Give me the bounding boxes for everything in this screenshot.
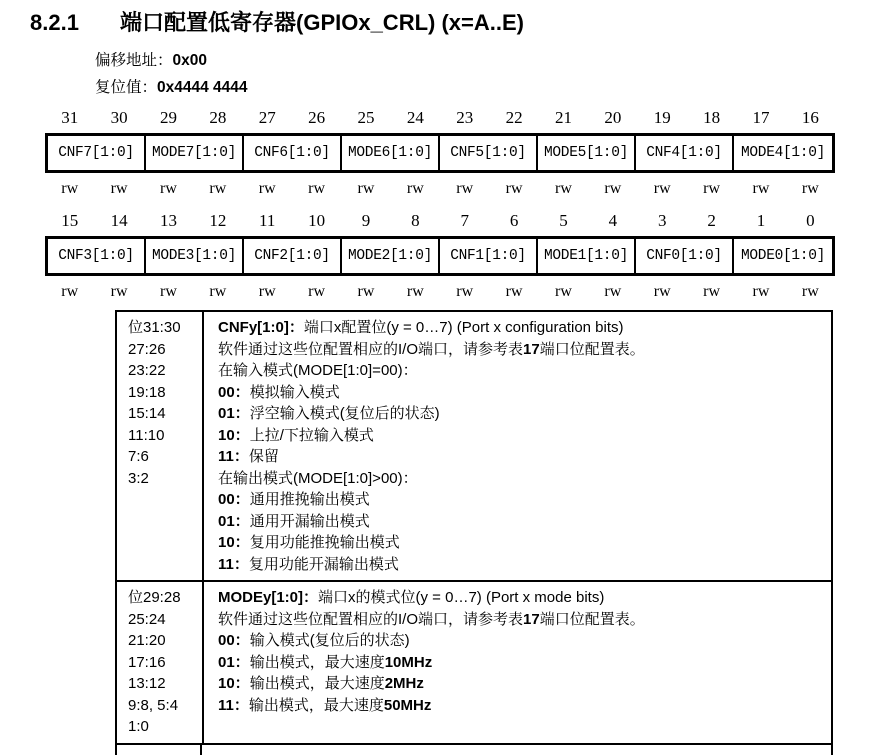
access-cell: rw — [604, 283, 622, 300]
text-segment: 复用功能开漏输出模式 — [248, 555, 399, 573]
description-line — [218, 382, 825, 404]
text-segment: 17 — [523, 610, 540, 628]
access-cell: rw — [653, 283, 671, 300]
bit-range-line: 25:24 — [128, 610, 166, 628]
text-segment: 01： — [218, 653, 250, 671]
text-segment: 在输入模式(MODE[1:0]=00)： — [218, 362, 418, 379]
description-cell — [204, 312, 831, 580]
access-cell: rw — [159, 283, 177, 300]
description-line — [218, 532, 825, 554]
bit-number: 18 — [703, 108, 721, 127]
bit-number: 30 — [110, 108, 128, 127]
text-segment: 软件通过这些位配置相应的I/O端口，请参考表 — [218, 340, 524, 358]
section-number: 8.2.1 — [30, 10, 79, 35]
bit-number: 21 — [554, 108, 572, 127]
register-row-group — [45, 211, 835, 301]
access-cell: rw — [406, 283, 424, 300]
bit-number: 9 — [361, 211, 371, 230]
access-cell: rw — [801, 283, 819, 300]
text-segment: 输出模式，最大速度 — [248, 696, 384, 714]
register-fields-row — [45, 236, 835, 276]
text-segment: 模拟输入模式 — [249, 383, 340, 401]
bit-range-line: 1:0 — [128, 718, 149, 735]
bit-range-line: 15:14 — [128, 405, 166, 422]
description-row — [117, 312, 831, 582]
offset-address-value: 0x00 — [172, 52, 207, 69]
bit-number: 25 — [357, 108, 375, 127]
access-cell: rw — [456, 283, 474, 300]
access-cell: rw — [505, 283, 523, 300]
bit-range-line: 17:16 — [128, 653, 166, 671]
description-line — [218, 425, 825, 447]
access-cell: rw — [801, 180, 819, 197]
bit-number: 28 — [209, 108, 227, 127]
bit-range-line: 7:6 — [128, 448, 149, 465]
bit-number: 22 — [505, 108, 523, 127]
reset-value-value: 0x4444 4444 — [157, 79, 248, 96]
bit-number: 29 — [159, 108, 177, 127]
text-segment: 01： — [218, 405, 250, 422]
access-cell: rw — [110, 283, 128, 300]
bit-range-line: 位31:30 — [128, 319, 181, 336]
text-segment: 输入模式(复位后的状态) — [249, 632, 410, 649]
bit-number: 23 — [456, 108, 474, 127]
bit-number: 5 — [559, 211, 568, 230]
text-segment: 00： — [218, 491, 250, 508]
register-field-cell: CNF1[1:0] — [440, 239, 538, 273]
register-field-cell: CNF5[1:0] — [440, 136, 538, 170]
description-table — [115, 310, 833, 745]
description-row — [117, 582, 831, 745]
access-cell: rw — [258, 283, 276, 300]
access-cell: rw — [357, 180, 375, 197]
text-segment: 2MHz — [384, 675, 424, 692]
cutoff-bit-cell — [117, 745, 202, 755]
text-segment: 00： — [218, 632, 250, 649]
bit-number: 13 — [159, 211, 177, 230]
access-cell: rw — [653, 180, 671, 197]
bit-number: 0 — [806, 211, 815, 230]
access-cell: rw — [604, 180, 622, 197]
description-line — [218, 511, 825, 533]
bit-number: 17 — [752, 108, 770, 127]
register-field-cell: MODE3[1:0] — [146, 239, 244, 273]
bit-number: 26 — [308, 108, 326, 127]
bit-number: 11 — [259, 211, 276, 230]
access-cell: rw — [456, 180, 474, 197]
register-field-cell: MODE1[1:0] — [538, 239, 636, 273]
access-cell: rw — [61, 283, 79, 300]
bit-range-line: 9:8, 5:4 — [128, 696, 179, 714]
text-segment: 10MHz — [384, 653, 433, 671]
bit-number: 1 — [756, 211, 766, 230]
text-segment: 17 — [523, 340, 540, 358]
access-cell: rw — [357, 283, 375, 300]
description-cell — [204, 582, 831, 743]
access-cell: rw — [406, 180, 424, 197]
register-field-cell: CNF2[1:0] — [244, 239, 342, 273]
register-field-cell: MODE4[1:0] — [740, 145, 825, 161]
bit-range-line: 23:22 — [128, 362, 166, 379]
register-field-cell: CNF4[1:0] — [636, 136, 734, 170]
access-cell: rw — [209, 283, 227, 300]
bit-range-line: 19:18 — [128, 383, 166, 401]
bit-number: 31 — [61, 108, 79, 127]
description-line — [218, 652, 825, 674]
description-line — [218, 468, 825, 490]
bit-range-line: 位29:28 — [128, 589, 181, 606]
bit-number: 10 — [308, 211, 326, 230]
register-fields-row — [45, 133, 835, 173]
text-segment: 浮空输入模式(复位后的状态) — [249, 405, 440, 422]
register-row-group — [45, 108, 835, 198]
offset-address-line — [95, 51, 870, 71]
text-segment: 11： — [218, 696, 249, 714]
text-segment: 00： — [218, 383, 250, 401]
text-segment: 端口位配置表。 — [539, 340, 645, 358]
text-segment: 50MHz — [383, 696, 432, 714]
reset-value-line — [95, 78, 870, 98]
bit-number: 12 — [209, 211, 227, 230]
register-field-cell: MODE2[1:0] — [342, 239, 440, 273]
text-segment: 在输出模式(MODE[1:0]>00)： — [218, 469, 418, 487]
bit-number: 14 — [110, 211, 128, 230]
register-field-cell: CNF3[1:0] — [48, 239, 146, 273]
register-diagram — [45, 108, 835, 301]
access-cell: rw — [159, 180, 177, 197]
access-cell: rw — [110, 180, 128, 197]
description-line — [218, 630, 825, 652]
description-line — [218, 446, 825, 468]
access-cell: rw — [258, 180, 276, 197]
text-segment: 10： — [218, 426, 250, 444]
description-line — [218, 489, 825, 511]
text-segment: 输出模式，最大速度 — [249, 675, 385, 692]
bit-range-line: 13:12 — [128, 675, 166, 692]
register-field-cell: MODE5[1:0] — [538, 136, 636, 170]
text-segment: 端口x的模式位(y = 0…7) (Port x mode bits) — [318, 589, 605, 606]
bit-range-line: 27:26 — [128, 340, 166, 358]
bit-number: 20 — [604, 108, 622, 127]
register-field-cell: MODE0[1:0] — [740, 248, 825, 264]
access-cell: rw — [752, 180, 770, 197]
access-cell: rw — [209, 180, 227, 197]
bit-number: 3 — [657, 211, 667, 230]
description-table-cutoff-row — [115, 745, 833, 755]
register-field-cell: CNF7[1:0] — [48, 136, 146, 170]
page-title: 端口配置低寄存器(GPIOx_CRL) (x=A..E) — [120, 10, 524, 35]
text-segment: 10： — [218, 534, 250, 551]
bit-range-line: 21:20 — [128, 632, 166, 649]
bit-number: 7 — [460, 211, 469, 230]
text-segment: 10： — [218, 675, 250, 692]
access-cell: rw — [61, 180, 79, 197]
access-cell: rw — [703, 283, 720, 300]
text-segment: 复用功能推挽输出模式 — [249, 534, 400, 551]
access-cell: rw — [505, 180, 523, 197]
access-cell: rw — [308, 180, 325, 197]
text-segment: 01： — [218, 512, 250, 530]
bit-range-line: 3:2 — [128, 469, 149, 487]
access-cell: rw — [703, 180, 720, 197]
bit-number: 27 — [258, 108, 276, 127]
bit-numbers-row — [45, 108, 835, 128]
bit-number: 24 — [406, 108, 424, 127]
description-line — [218, 554, 825, 576]
access-cell: rw — [554, 283, 572, 300]
text-segment: 上拉/下拉输入模式 — [249, 426, 374, 444]
access-row — [45, 180, 835, 198]
reset-value-label: 复位值： — [95, 79, 158, 96]
text-segment: 通用开漏输出模式 — [249, 512, 370, 530]
description-line — [218, 695, 825, 717]
bit-range-cell — [117, 312, 204, 580]
access-cell: rw — [752, 283, 770, 300]
text-segment: 软件通过这些位配置相应的I/O端口，请参考表 — [218, 610, 524, 628]
bit-number: 15 — [61, 211, 79, 230]
register-field-cell: CNF6[1:0] — [244, 136, 342, 170]
bit-number: 16 — [801, 108, 819, 127]
text-segment: 端口x配置位(y = 0…7) (Port x configuration bits) — [303, 319, 624, 336]
description-line — [218, 609, 825, 631]
bit-number: 6 — [509, 211, 519, 230]
bit-number: 4 — [608, 211, 618, 230]
text-segment: 保留 — [248, 448, 279, 465]
bit-number: 8 — [411, 211, 420, 230]
bit-numbers-row — [45, 211, 835, 231]
access-row — [45, 283, 835, 301]
text-segment: 11： — [218, 555, 249, 573]
register-field-cell: MODE7[1:0] — [146, 136, 244, 170]
access-cell: rw — [554, 180, 572, 197]
bit-range-line: 11:10 — [128, 426, 165, 444]
description-line — [218, 339, 825, 361]
access-cell: rw — [308, 283, 325, 300]
text-segment: 11： — [218, 448, 249, 465]
text-segment: MODEy[1:0]： — [218, 589, 319, 606]
description-line — [218, 587, 825, 609]
text-segment: 输出模式，最大速度 — [249, 653, 385, 671]
register-field-cell: MODE6[1:0] — [342, 136, 440, 170]
bit-number: 2 — [707, 211, 716, 230]
description-line — [218, 317, 825, 339]
offset-address-label: 偏移地址： — [95, 52, 173, 69]
register-field-cell: CNF0[1:0] — [636, 239, 734, 273]
text-segment: 通用推挽输出模式 — [249, 491, 370, 508]
text-segment: 端口位配置表。 — [539, 610, 645, 628]
text-segment: CNFy[1:0]： — [218, 319, 304, 336]
description-line — [218, 403, 825, 425]
description-line — [218, 673, 825, 695]
section-header — [30, 10, 870, 36]
bit-range-cell — [117, 582, 204, 743]
bit-number: 19 — [653, 108, 671, 127]
description-line — [218, 360, 825, 382]
